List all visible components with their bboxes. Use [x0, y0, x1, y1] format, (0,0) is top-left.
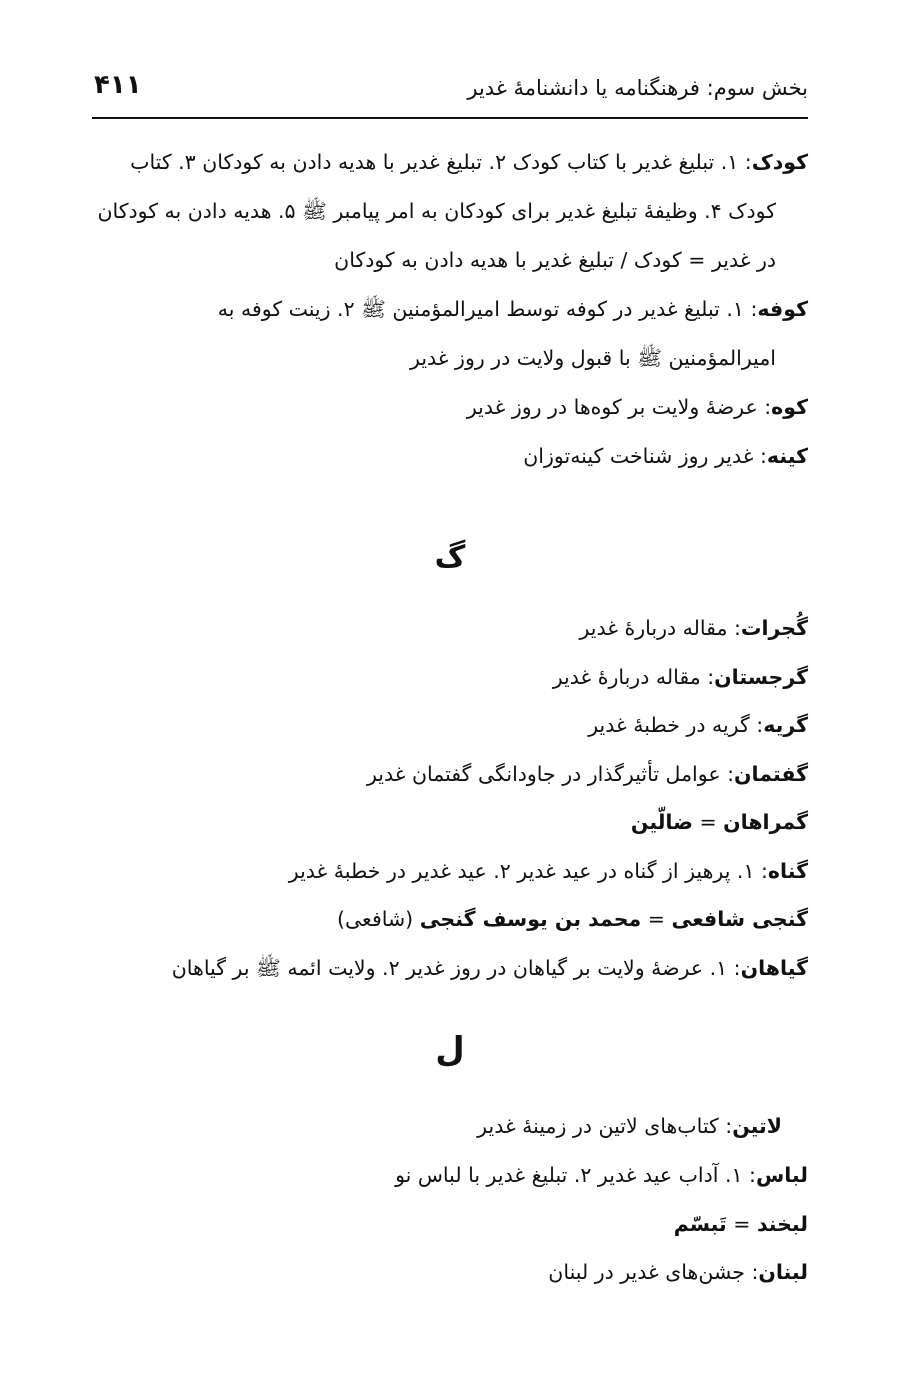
entry-term: لبنان [758, 1260, 808, 1284]
entry-gujarat [92, 604, 808, 653]
entry-definition: : عرضهٔ ولایت بر کوه‌ها در روز غدیر [466, 395, 772, 419]
entries-lam [92, 1102, 782, 1151]
entries-lam-continued [92, 1151, 808, 1297]
entry-definition: = [726, 1211, 757, 1236]
entry-definition: : جشن‌های غدیر در لبنان [548, 1260, 759, 1284]
entry-georgia [92, 653, 808, 702]
entry-term: گُجرات [740, 616, 808, 640]
entry-definition: : کتاب‌های لاتین در زمینهٔ غدیر [477, 1114, 733, 1138]
entry-definition: : ۱. عرضهٔ ولایت بر گیاهان در روز غدیر ۲. ولایت ائمه ﷺ بر گیاهان [171, 955, 741, 980]
entry-ganji-shafei [92, 895, 808, 944]
entry-latin [92, 1102, 782, 1151]
entry-continuation: امیرالمؤمنین ﷺ با قبول ولایت در روز غدیر [410, 346, 776, 370]
entry-definition: = [641, 907, 672, 931]
entry-kineh [92, 432, 808, 481]
entry-definition: : غدیر روز شناخت کینه‌توزان [523, 444, 767, 468]
cross-reference-term: ضالّین [630, 810, 693, 834]
entry-giyahan [92, 944, 808, 993]
entry-term: گفتمان [734, 761, 808, 786]
entry-term: کوه [771, 395, 808, 419]
entry-term: لباس [755, 1163, 808, 1187]
page-number: ۴۱۱ [94, 70, 142, 100]
entry-definition: : ۱. تبلیغ غدیر با کتاب کودک ۲. تبلیغ غدیر با هدیه دادن به کودکان ۳. کتاب [130, 150, 752, 174]
entry-labkhand [92, 1200, 808, 1249]
entries-kaf [92, 138, 808, 481]
entry-term: کوفه [757, 297, 808, 321]
entry-lebanon [92, 1248, 808, 1297]
entry-term: گمراهان [723, 810, 808, 834]
entries-gaf [92, 604, 808, 992]
entry-term: گرجستان [714, 664, 808, 689]
entry-gonah [92, 847, 808, 896]
entry-definition: : مقاله دربارهٔ غدیر [552, 664, 715, 689]
entry-geryeh [92, 701, 808, 750]
entry-continuation: در غدیر = کودک / تبلیغ غدیر با هدیه دادن به کودکان [334, 248, 776, 272]
entry-term: گناه [767, 858, 808, 883]
entry-kodak [92, 138, 808, 285]
entry-term: گریه [763, 713, 808, 737]
entry-lebas [92, 1151, 808, 1200]
entry-gomrahan [92, 798, 808, 847]
entry-definition: : گریه در خطبهٔ غدیر [588, 713, 764, 737]
entry-term: کینه [766, 444, 808, 468]
cross-reference-term: تَبسّم [673, 1211, 727, 1236]
section-letter-gaf: گ [434, 540, 466, 575]
entry-definition: : مقاله دربارهٔ غدیر [579, 616, 741, 640]
entry-term: لاتین [732, 1114, 782, 1138]
entry-goftman [92, 750, 808, 799]
entry-definition: : عوامل تأثیرگذار در جاودانگی گفتمان غدیر [366, 761, 735, 786]
entry-term: گیاهان [740, 955, 808, 980]
entry-definition: = [692, 810, 724, 834]
running-header [94, 70, 808, 110]
cross-reference-term: محمد بن یوسف گنجی [419, 907, 642, 931]
entry-continuation: کودک ۴. وظیفهٔ تبلیغ غدیر برای کودکان به امر پیامبر ﷺ ۵. هدیه دادن به کودکان [97, 199, 776, 223]
entry-term: کودک [751, 150, 808, 174]
entry-definition: : ۱. آداب عید غدیر ۲. تبلیغ غدیر با لباس نو [395, 1163, 756, 1187]
header-rule [92, 117, 808, 119]
entry-term: لبخند [756, 1211, 808, 1236]
entry-definition: : ۱. تبلیغ غدیر در کوفه توسط امیرالمؤمنین ﷺ ۲. زینت کوفه به [217, 297, 758, 321]
section-title: بخش سوم: فرهنگنامه یا دانشنامهٔ غدیر [467, 76, 808, 100]
section-letter-lam: ل [435, 1030, 465, 1070]
entry-definition: : ۱. پرهیز از گناه در عید غدیر ۲. عید غدیر در خطبهٔ غدیر [288, 858, 768, 883]
entry-kufa [92, 285, 808, 383]
entry-term: گنجی شافعی [671, 907, 808, 931]
entry-kuh [92, 383, 808, 432]
entry-tail: (شافعی) [336, 907, 420, 931]
